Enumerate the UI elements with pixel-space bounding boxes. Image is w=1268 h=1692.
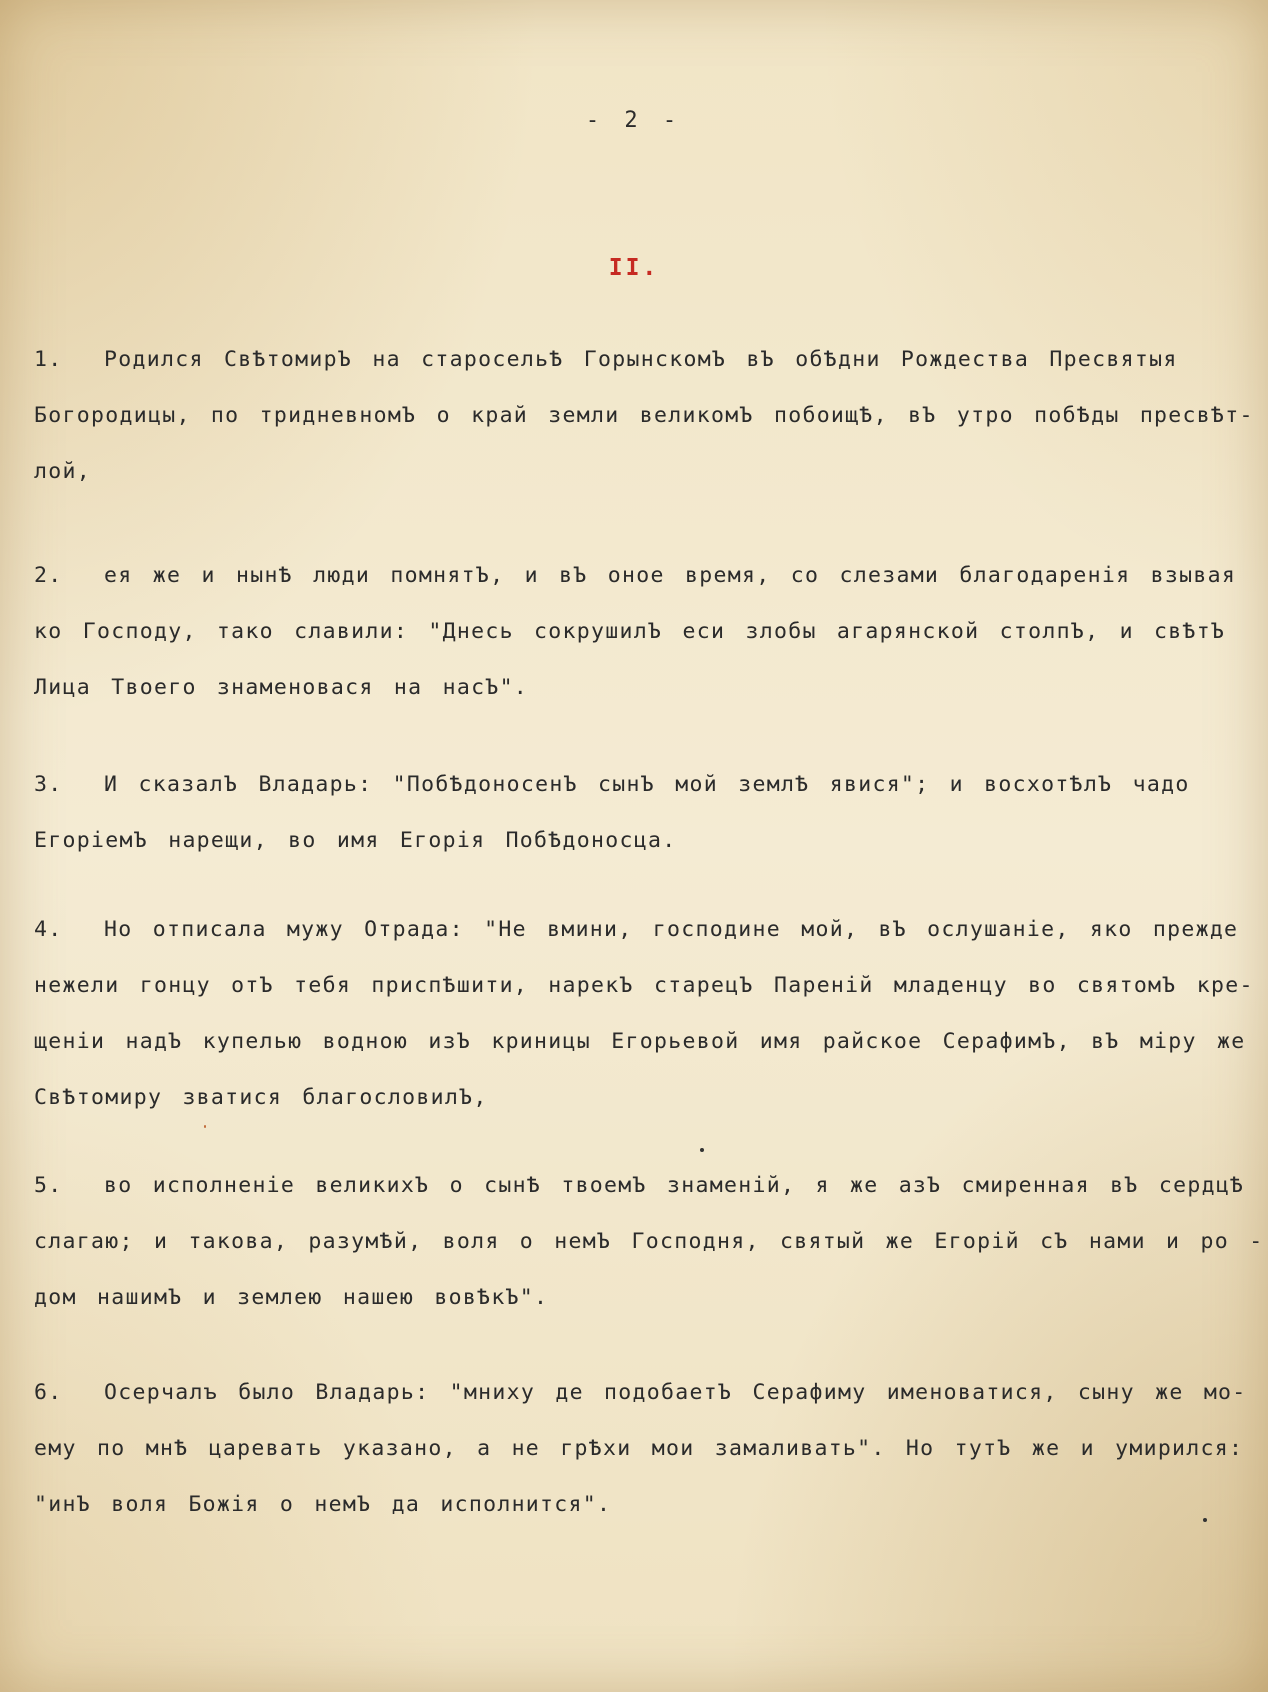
paragraph-number: 2.: [34, 563, 63, 588]
paragraph-number: 4.: [34, 917, 63, 942]
paragraph-number: 5.: [34, 1173, 63, 1198]
paragraph-line: [34, 548, 1239, 604]
line-text: Осерчалъ было Владарь: "мниху де подобаетЪ Серафиму именоватися, сыну же мо-: [104, 1380, 1247, 1405]
line-text: ея же и нынѢ люди помнятЪ, и вЪ оное время, со слезами благодаренія взывая: [104, 563, 1237, 588]
paragraph-line: ему по мнѢ царевать указано, а не грѢхи мои замаливать". Но тутЪ же и умирился:: [34, 1436, 1244, 1461]
paragraph-number: 3.: [34, 772, 63, 797]
paragraph-line: Богородицы, по тридневномЪ о край земли великомЪ побоищѢ, вЪ утро побѢды пресвѢт-: [34, 403, 1254, 428]
paragraph-line: [34, 757, 1239, 813]
paragraph-line: лой,: [34, 459, 91, 484]
paragraph-number: 1.: [34, 347, 63, 372]
paragraph-line: [34, 1158, 1245, 1214]
paragraph-6: [34, 1365, 1247, 1533]
paragraph-line: ЕгоріемЪ нарещи, во имя Егорія ПобѢдоносца.: [34, 828, 677, 853]
paragraph-4: [34, 902, 1254, 1126]
line-text: Но отписала мужу Отрада: "Не вмини, господине мой, вЪ ослушаніе, яко прежде: [104, 917, 1239, 942]
paragraph-line: нежели гонцу отЪ тебя приспѢшити, нарекЪ старецЪ Пареній младенцу во святомЪ кре-: [34, 973, 1254, 998]
ink-speck: [204, 1125, 206, 1128]
paragraph-line: [34, 902, 1239, 958]
paragraph-line: дом нашимЪ и землею нашею вовѢкЪ".: [34, 1285, 549, 1310]
paragraph-line: щеніи надЪ купелью водною изЪ криницы Егорьевой имя райское СерафимЪ, вЪ міру же: [34, 1029, 1246, 1054]
paragraph-2: [34, 548, 1239, 716]
paragraph-line: [34, 1365, 1247, 1421]
ink-speck: [700, 1148, 704, 1152]
line-text: И сказалЪ Владарь: "ПобѢдоносенЪ сынЪ мой землѢ явися"; и восхотѢлЪ чадо: [104, 772, 1190, 797]
section-heading: II.: [608, 255, 660, 281]
paragraph-line: СвѢтомиру зватися благословилЪ,: [34, 1085, 488, 1110]
line-text: во исполненіе великихЪ о сынѢ твоемЪ знаменій, я же азЪ смиренная вЪ сердцѢ: [104, 1173, 1245, 1198]
paragraph-line: "инЪ воля Божія о немЪ да исполнится".: [34, 1492, 612, 1517]
paragraph-5: [34, 1158, 1264, 1326]
line-text: Родился СвѢтомирЪ на старосельѢ ГорынскомЪ вЪ обѢдни Рождества Пресвятыя: [104, 347, 1178, 372]
page-number: - 2 -: [585, 108, 683, 133]
paragraph-line: Лица Твоего знаменовася на насЪ".: [34, 675, 529, 700]
paragraph-1: [34, 332, 1254, 500]
paragraph-number: 6.: [34, 1380, 63, 1405]
paragraph-line: слагаю; и такова, разумѢй, воля о немЪ Господня, святый же Егорій сЪ нами и ро -: [34, 1229, 1264, 1254]
paragraph-line: ко Господу, тако славили: "Днесь сокрушилЪ еси злобы агарянской столпЪ, и свѢтЪ: [34, 619, 1226, 644]
paragraph-3: [34, 757, 1239, 869]
ink-speck: [1203, 1518, 1207, 1522]
paragraph-line: [34, 332, 1239, 388]
